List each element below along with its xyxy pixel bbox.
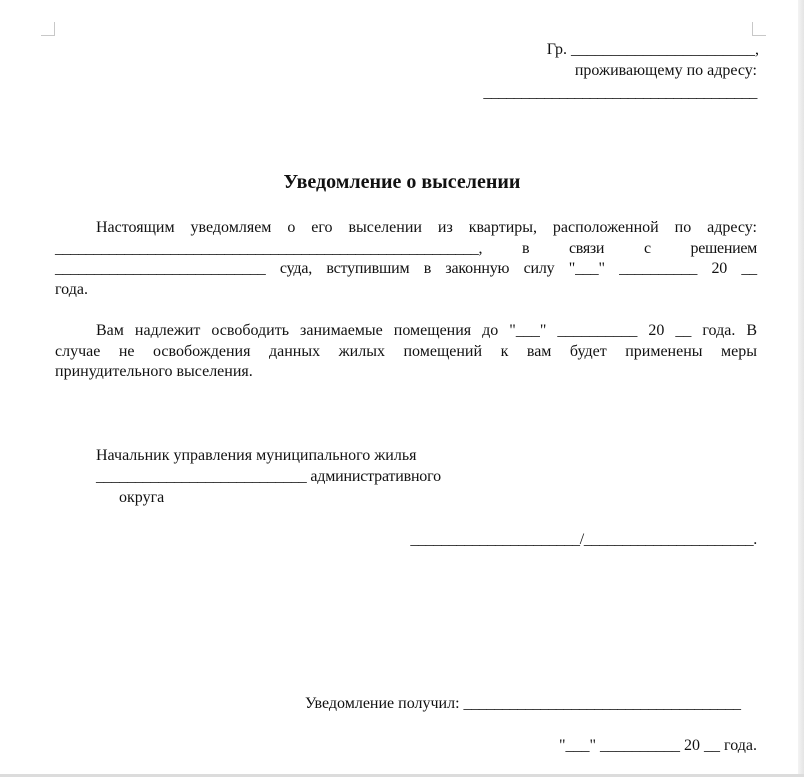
signature-line: ______________________/______________________. — [410, 531, 757, 548]
recipient-name-line: Гр. _______________________, — [546, 41, 759, 58]
paragraph-vacate-deadline — [55, 321, 757, 383]
paragraph1-line1: Настоящим уведомляем о его выселении из квартиры, расположенной по адресу: — [96, 219, 757, 236]
receipt-line — [305, 694, 741, 714]
signatory-district-word: округа — [119, 489, 165, 506]
paragraph2-line2: случае не освобождения данных жилых помещений к вам будет применены меры — [55, 342, 757, 360]
paragraph2-line1: Вам надлежит освободить занимаемые помещения до "___" __________ 20 __ года. В — [96, 322, 757, 339]
recipient-address-line: ____________________________________ — [483, 84, 757, 101]
page-edge-shadow — [798, 0, 804, 777]
paragraph1-line2: _______________________________________________________, в связи с решением — [55, 239, 757, 257]
receipt-signature-blank: ____________________________________ — [463, 695, 741, 712]
receipt-label: Уведомление получил: — [305, 695, 464, 712]
paragraph-eviction-notice — [55, 218, 757, 300]
document-title: Уведомление о выселении — [283, 171, 521, 193]
receipt-date: "___" __________ 20 __ года. — [558, 737, 757, 754]
paragraph1-line3: ___________________________ суда, вступившим в законную силу "___" __________ 20 __ — [55, 260, 757, 277]
paragraph2-line3: принудительного выселения. — [55, 363, 253, 380]
signatory-title: Начальник управления муниципального жилья — [96, 447, 417, 464]
page-corner-mark-top-right — [752, 22, 766, 36]
signatory-district-line: ___________________________ административного — [96, 468, 441, 485]
page-corner-mark-top-left — [41, 22, 55, 36]
recipient-address-label: проживающему по адресу: — [574, 62, 757, 79]
paragraph1-line4: года. — [55, 280, 88, 298]
